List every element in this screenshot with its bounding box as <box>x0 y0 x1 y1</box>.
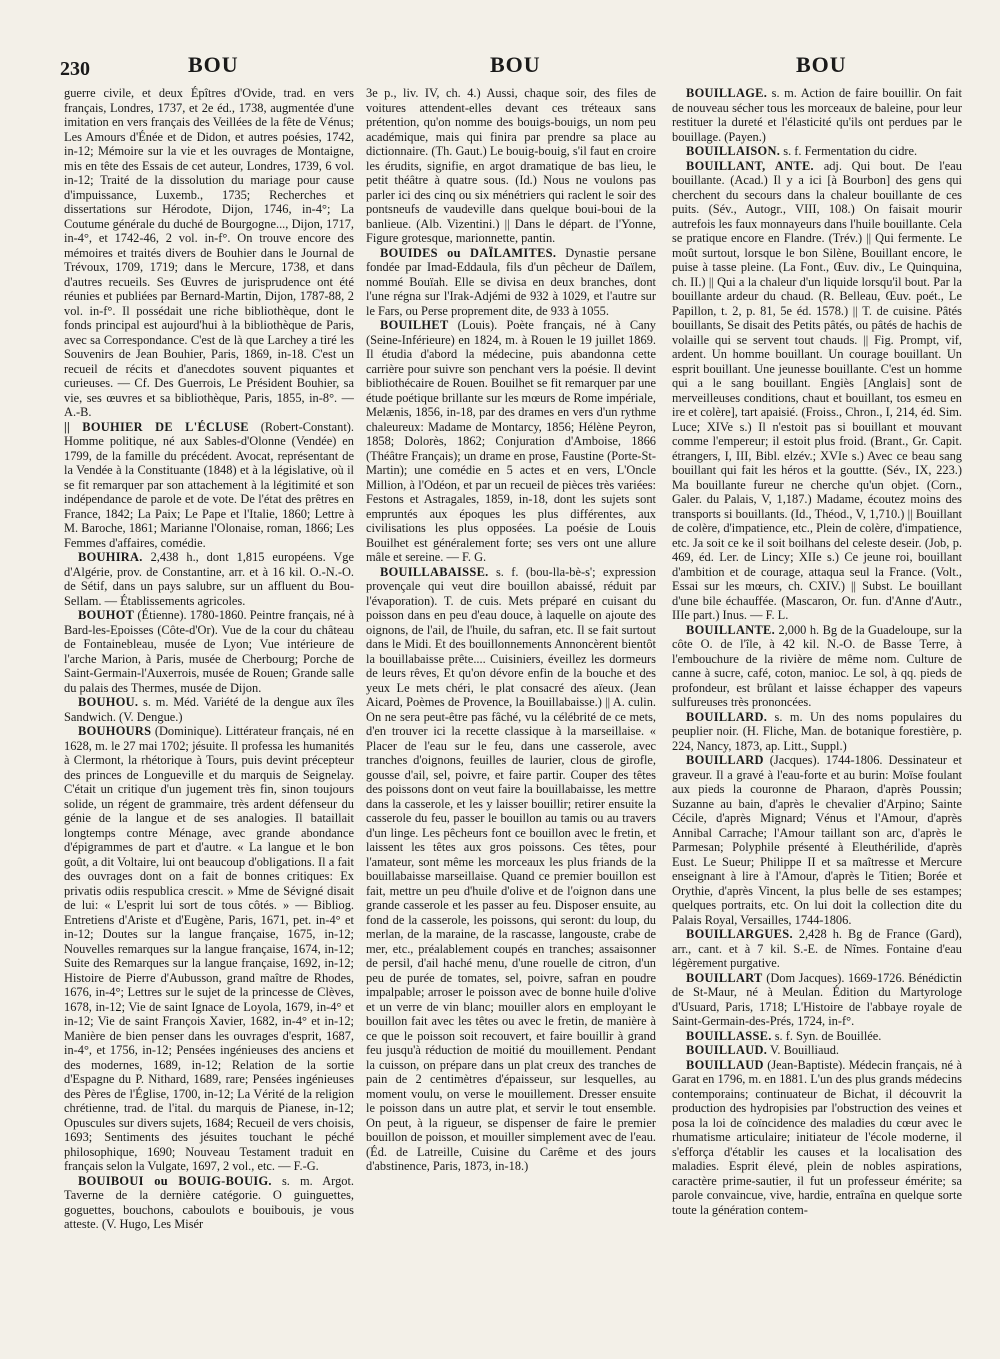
text-column-middle <box>366 86 656 1349</box>
entry-text: V. Bouilliaud. <box>767 1043 839 1057</box>
entry-headword: BOUILLASSE. <box>686 1028 772 1043</box>
dictionary-entry <box>672 1043 962 1058</box>
dictionary-entry <box>64 550 354 608</box>
entry-headword: BOUHOU. <box>78 695 139 709</box>
running-headword-left: BOU <box>188 52 239 77</box>
entry-headword: BOUILLAISON. <box>686 144 781 158</box>
page-number: 230 <box>60 58 90 80</box>
entry-headword: BOUILLARD. <box>686 709 768 724</box>
entry-text: s. m. Action de faire bouillir. On fait de nouveau sécher tous les morceaux de baleine, pour leur restituer la dureté et l'élasticité qu'ils ont perdues par le bouillage. (Payen.) <box>672 86 962 144</box>
dictionary-entry <box>64 724 354 1174</box>
entry-headword: BOUIBOUI ou BOUIG-BOUIG. <box>78 1173 272 1188</box>
running-header <box>60 48 970 84</box>
dictionary-entry <box>366 318 656 565</box>
entry-headword: BOUILHET <box>380 318 449 332</box>
dictionary-entry <box>672 144 962 159</box>
entry-headword: BOUILLAUD <box>686 1057 764 1072</box>
dictionary-entry <box>366 565 656 1174</box>
dictionary-entry <box>366 246 656 319</box>
text-column-right <box>672 86 962 1349</box>
dictionary-entry <box>672 1029 962 1044</box>
dictionary-entry <box>672 971 962 1029</box>
entry-text: (Dom Jacques). 1669-1726. Bénédictin de St-Maur, né à Meulan. Édition du Martyrologe d'Usuard, Paris, 1718; L'Histoire de l'abbaye royale de Saint-Germain-des-Prés, 1724, in-f°. <box>672 970 962 1028</box>
text-column-left <box>64 86 354 1349</box>
entry-headword: BOUILLANT, ANTE. <box>686 158 814 173</box>
entry-headword: BOUILLAGE. <box>686 86 768 100</box>
entry-headword: BOUILLART <box>686 970 763 985</box>
running-headword-center: BOU <box>490 52 541 77</box>
entry-text: s. f. (bou-lla-bè-s'; expression provençale qui veut dire bouillon abaissé, réduit par l'évaporation). T. de cuis. Mets préparé en cuisant du poisson dans en peu d'eau douce, à laquelle on ajoute des oignons, de l'ail, de l'huile, du safran, etc. Il se fait surtout dans le Midi. Et des bouillonnements Annoncèrent bientôt la bouillabaisse prête.... Cuisiniers, éveillez les dormeurs de leurs rêves, Et qu'on dévore enfin de la bouche et des yeux Le mets chéri, le plat consacré des aïeux. (Jean Aicard, Poèmes de Provence, la Bouillabaisse.) || A. culin. On ne sera peut-être pas fâché, vu la célébrité de ce mets, d'en trouver ici la recette classique à la marseillaise. « Placer de l'eau sur le feu, dans une casserole, avec tranches d'oignons, feuilles de laurier, clous de girofle, gousse d'ail, sel, poivre, et faire partir. Couper des têtes des poissons dont on veut faire la bouillabaisse, les mettre dans la casserole, et les y laisser bouillir; retirer ensuite la casserole du feu, passer le bouillon au tamis ou au travers d'un linge. Les pêcheurs font ce bouillon avec le fretin, et laissent les têtes aux gros poissons. Ces têtes, pour l'amateur, sont même les morceaux les plus friands de la bouillabaisse marseillaise. Quand ce premier bouillon est fait, mettre un peu d'huile d'olive et de l'oignon dans une grande casserole et les passer au feu. Disposer ensuite, au fond de la casserole, les poissons, qui seront: du loup, du merlan, de la maraine, de la rascasse, langouste, crabe de mer, etc., préalablement coupés en tranches; assaisonner de persil, d'ail haché menu, d'une rouelle de citron, d'un peu de purée de tomates, sel, poivre, safran en poudre impalpable; arroser le poisson avec de bonne huile d'olive et un verre de vin blanc; mouiller alors en employant le bouillon fait avec les têtes ou avec le fretin, de manière à ce que le poisson soit recouvert, et faire bouillir à grand feu jusqu'à réduction de moitié du mouillement. Pendant la cuisson, on prépare dans un plat creux des tranches de pain de 2 centimètres d'épaisseur, sur lesquelles, au moment voulu, on verse le mouillement. Dresser ensuite le poisson dans un autre plat, et servir le tout ensemble. On peut, à la rigueur, se dispenser de faire le premier bouillon de poisson, et mouiller simplement avec de l'eau. (Éd. de Latreille, Cuisine du Carême et des jours d'abstinence, Paris, 1873, in-18.) <box>366 564 656 1173</box>
entry-text: s. f. Syn. de Bouillée. <box>771 1028 882 1043</box>
dictionary-entry <box>672 159 962 623</box>
entry-text: s. m. Un des noms populaires du peuplier noir. (H. Fliche, Man. de botanique forestière, p. 224, Nancy, 1873, ap. Litt., Suppl.) <box>672 709 962 753</box>
dictionary-entry <box>672 753 962 927</box>
entry-text: (Jacques). 1744-1806. Dessinateur et graveur. Il a gravé à l'eau-forte et au burin: Moïse foulant aux pieds la couronne de Pharaon, d'après Poussin; Suzanne au bain, d'après le chevalier d'Arpino; Sainte Cécile, d'après Mignard; Vénus et l'Amour, d'après Annibal Carrache; l'Amour taillant son arc, d'après le Parmesan; Polyphile présenté à Eleuthérilide, d'après Eust. Le Sueur; Philippe II et sa maîtresse et Mercure enseignant à lire à l'Amour, d'après le Titien; Borée et Orythie, d'après Vincent, la plus belle de ses estampes; quelques portraits, etc. On lui doit la collection dite du Palais Royal, Versailles, 1744-1806. <box>672 753 962 927</box>
dictionary-entry <box>672 927 962 971</box>
dictionary-entry <box>64 1174 354 1232</box>
entry-headword: BOUHOT <box>78 608 135 622</box>
entry-text: adj. Qui bout. De l'eau bouillante. (Acad.) Il y a ici [à Bourbon] des gens qui cherchent du secours dans la chaleur bouillante de ces puits. (Sév., Autogr., VIII, 108.) On faisait mourir autrefois les faux monnayeurs dans l'huile bouillante. Cela se pratique encore en Flandre. (Trév.) || Qui fermente. Le moût surtout, lorsque le bon Silène, Bouillant encore, le puise à tasse pleine. (La Font., Œuv. div., Le Quinquina, ch. II.) || Qui a la chaleur d'un liquide lorsqu'il bout. Par la bouillante ardeur du chaud. (R. Belleau, Œuv. poét., Le Papillon, t. 2, p. 81, 5e éd. 1578.) || T. de cuisine. Pâtés bouillants, Se disait des Petits pâtés, ou pâtés de hachis de volaille qui se servent tout chauds. || Fig. Prompt, vif, ardent. Un homme bouillant. Un courage bouillant. Un esprit bouillant. Une jeunesse bouillante. C'est un homme qui a le sang bouillant. Engiès [Anglais] sont de merveilleuses conditions, chaut et bouillant, tos esmeu en ire et colère], tart apaisié. (Froiss., Chron., I, 214, éd. Sim. Luce; XIVe s.) Il n'estoit pas si bouillant et mouvant comme l'empereur; il estoit plus froid. (Brant., Gr. Capit. étrangers, I, III, Bibl. elzév.; XVIe s.) Avec ce beau sang bouillant qui fait les héros et la gouttte. (Sév., IX, 223.) Ma bouillante fureur ne cherche qu'un objet. (Corn., Galer. du Palais, V, 1,187.) Madame, écoutez moins des transports si bouillants. (Id., Théod., V, 1,710.) || Bouillant de colère, d'impatience, etc., Plein de colère, d'impatience, etc. Ja soit ce ke il soit boilhans del celeste deseir. (Job, p. 469, éd. Ler. de Lincy; XIIe s.) Ce jeune roi, bouillant d'ambition et de courage, attaqua seul la France. (Volt., Essai sur les mœurs, ch. CXIV.) || Subst. Le bouillant d'une bile échauffée. (Mascaron, Or. fun. d'Anne d'Autr., IIIe part.) Inus. — F. L. <box>672 158 962 622</box>
dictionary-entry <box>672 86 962 144</box>
entry-text: 3e p., liv. IV, ch. 4.) Aussi, chaque soir, des files de voitures attendent-elles devant ces tréteaux sans prétention, qu'on nomme des bouigs-bouigs, un nom peu académique, mais qui finira par prendre sa place au dictionnaire. (Th. Gaut.) Le bouig-bouig, s'il faut en croire les érudits, signifie, en argot dramatique de bas lieu, le petit théâtre à quatre sous. (Id.) Nous ne voulons pas parler ici des cinq ou six ménétriers qui raclent le soir des pontsneufs de vaudeville dans quelque boui-boui de la banlieue. (Alb. Vizentini.) || Dans le départ. de l'Yonne, Figure grotesque, marionnette, pantin. <box>366 86 656 245</box>
entry-text: (Étienne). 1780-1860. Peintre français, né à Bard-les-Epoisses (Côte-d'Or). Vue de la cour du château de Fontainebleau, musée de Lyon; Vue intérieure de l'arche Marion, à Paris, musée de Cherbourg; Porche de Saint-Germain-l'Auxerrois, musée de Rouen; Grande salle du palais des Thermes, musée de Dijon. <box>64 608 354 695</box>
entry-text: s. m. Argot. Taverne de la dernière catégorie. O guinguettes, goguettes, bouchons, caboulots e bouibouis, je vous atteste. (V. Hugo, Les Misér <box>64 1173 354 1231</box>
dictionary-entry <box>64 695 354 724</box>
entry-headword: BOUILLANTE. <box>686 622 776 637</box>
dictionary-entry <box>64 420 354 551</box>
entry-text: s. f. Fermentation du cidre. <box>780 144 918 158</box>
dictionary-entry <box>64 608 354 695</box>
dictionary-entry <box>672 710 962 754</box>
dictionary-entry <box>64 86 354 420</box>
entry-headword: || BOUHIER DE L'ÉCLUSE <box>64 419 249 434</box>
entry-text: 2,428 h. Bg de France (Gard), arr., cant. et à 7 kil. S.-E. de Nîmes. Fontaine d'eau légèrement purgative. <box>672 927 962 970</box>
entry-text: guerre civile, et deux Épîtres d'Ovide, trad. en vers français, Londres, 1737, et 2e éd., 1738, augmentée d'une imitation en vers français des Veillées de la fête de Vénus; Les Amours d'Énée et de Didon, et autres poésies, 1742, in-12; Mémoire sur la vie et les ouvrages de Montaigne, mis en tête des Essais de cet auteur, Londres, 1739, 6 vol. in-12; Traité de la dissolution du mariage pour cause d'impuissance, Luxemb., 1735; Recherches et dissertations sur Hérodote, Dijon, 1746, in-4°; La Coutume générale du duché de Bourgogne..., Dijon, 1717, in-4°, et 1742-46, 2 vol. in-f°. On trouve encore des mémoires et traités divers de Bouhier dans le Journal de Trévoux, 1709, 1719; dans le Mercure, 1738, et dans d'autres recueils. Ses Œuvres de jurisprudence ont été réunies et publiées par Bernard-Martin, Dijon, 1787-88, 2 vol. in-f°. Il possédait une riche bibliothèque, dont le fonds principal est aujourd'hui à la bibliothèque de Paris, avec sa Correspondance. C'est de là que Larchey a tiré les Souvenirs de Jean Bouhier, Paris, 1869, in-18. C'est un recueil de récits et d'anecdotes souvent piquantes et curieuses. — Cf. Des Guerrois, Le Président Bouhier, sa vie, ses œuvres et sa bibliothèque, Paris, 1855, in-8°. — A.-B. <box>64 86 354 419</box>
entry-headword: BOUHOURS <box>78 724 152 738</box>
entry-headword: BOUHIRA. <box>78 550 143 564</box>
entry-text: (Louis). Poète français, né à Cany (Seine-Inférieure) en 1824, m. à Rouen le 19 juillet 1869. Il étudia d'abord la médecine, puis abandonna cette carrière pour suivre son penchant vers la poésie. Il devint bibliothécaire de Rouen. Bouilhet se fit remarquer par une étude poétique brillante sur les mœurs de Rome impériale, Melænis, 1856, in-18, par des drames en vers d'un rythme chaleureux: Madame de Montarcy, 1856; Hélène Peyron, 1858; Dolorès, 1862; Conjuration d'Amboise, 1866 (Théâtre Français); un drame en prose, Faustine (Porte-St-Martin); une comédie en 5 actes et en vers, L'Oncle Million, à l'Odéon, et par un recueil de pièces très variées: Festons et Astragales, 1859, in-18, dont les sujets sont empruntés aux époques les plus différentes, aux civilisations les plus opposées. La poésie de Louis Bouilhet est généralement forte; ses vers ont une allure mâle et sereine. — F. G. <box>366 318 656 564</box>
running-headword-right: BOU <box>796 52 847 77</box>
entry-text: Dynastie persane fondée par Imad-Eddaula, fils d'un pêcheur de Daïlem, nommé Bouïah. Elle se divisa en deux branches, dont l'une régna sur l'Irak-Adjémi de 932 à 1029, et l'autre sur le Fars, ou Perse proprement dite, de 933 à 1055. <box>366 245 656 318</box>
entry-headword: BOUILLARGUES. <box>686 927 793 941</box>
entry-headword: BOUILLARD <box>686 753 764 767</box>
entry-text: 2,000 h. Bg de la Guadeloupe, sur la côte O. de l'île, à 42 kil. N.-O. de Basse Terre, à l'embouchure de la rivière de même nom. Culture de canne à sucre, café, coton, manioc. Le sol, à qq. pieds de profondeur, est brûlant et laisse échapper des vapeurs sulfureuses très prononcées. <box>672 622 962 709</box>
dictionary-entry <box>672 1058 962 1218</box>
dictionary-entry <box>672 623 962 710</box>
entry-text: (Jean-Baptiste). Médecin français, né à Garat en 1796, m. en 1881. L'un des plus grands médecins contemporains; continuateur de Bichat, il découvrit la production des hydropisies par l'obstruction des veines et posa la loi de coïncidence des maladies du cœur avec le rhumatisme articulaire; initiateur de l'école moderne, il s'efforça d'établir les causes et la localisation des maladies. Esprit élevé, plein de nobles aspirations, caractère prime-sautier, il fut un professeur émérite; sa parole convaincue, vive, hardie, entraîna en quelque sorte toute la génération contem- <box>672 1057 962 1217</box>
entry-headword: BOUILLABAISSE. <box>380 564 489 579</box>
entry-headword: BOUILLAUD. <box>686 1043 768 1057</box>
entry-text: 2,438 h., dont 1,815 européens. Vge d'Algérie, prov. de Constantine, arr. et à 16 kil. O.-N.-O. de Sétif, dans un pays salubre, sur un affluent du Bou-Sellam. — Établissements agricoles. <box>64 550 354 608</box>
entry-text: s. m. Méd. Variété de la dengue aux îles Sandwich. (V. Dengue.) <box>64 695 354 724</box>
dictionary-entry <box>366 86 656 246</box>
entry-text: (Robert-Constant). Homme politique, né aux Sables-d'Olonne (Vendée) en 1799, de la famille du précédent. Avocat, représentant de la Vendée à la Constituante (1848) et à la législative, où il se fit remarquer par son attachement à la légitimité et son indépendance de parole et de vote. De l'état des prêtres en France, 1842; La Paix; Le Pape et l'Italie, 1860; Lettre à M. Baroche, 1861; Marianne l'Olonaise, roman, 1866; Les Femmes d'affaires, comédie. <box>64 419 354 550</box>
entry-headword: BOUIDES ou DAÏLAMITES. <box>380 245 557 260</box>
entry-text: (Dominique). Littérateur français, né en 1628, m. le 27 mai 1702; jésuite. Il professa les humanités à Clermont, la rhétorique à Tours, puis devint précepteur des princes de Longueville et du marquis de Seignelay. C'était un critique d'un jugement très fin, sinon toujours solide, un régent de grammaire, très ardent défenseur du génie de la langue et de ses analogies. Il bataillait longtemps contre Ménage, avec grande abondance d'épigrammes de part et d'autre. « La langue et le bon goût, a dit Voltaire, lui ont beaucoup d'obligations. Il a fait des ouvrages dont on a fait de bonnes critiques: Ex privatis odiis respublica crescit. » Mme de Sévigné disait de lui: « L'esprit lui sort de tous côtés. » — Bibliog. Entretiens d'Ariste et d'Eugène, Paris, 1671, pet. in-4° et in-12; Doutes sur la langue française, 1675, in-12; Nouvelles remarques sur la langue française, 1674, in-12; Suite des Remarques sur la langue française, 1692, in-12; Histoire de Pierre d'Aubusson, grand maître de Rhodes, 1676, in-4°; Lettres sur le sujet de la princesse de Clèves, 1678, in-12; Vie de saint Ignace de Loyola, 1679, in-4° et in-12; Vie de saint François Xavier, 1682, in-4° et in-12; Manière de bien penser dans les ouvrages d'esprit, 1687, in-4°, et 1756, in-12; Pensées ingénieuses des anciens et des modernes, 1689, in-12; Relation de la sortie d'Espagne du P. Nithard, 1689, rare; Pensées ingénieuses des Pères de l'Église, 1700, in-12; La Vérité de la religion chrétienne, trad. de l'ital. du marquis de Pianese, in-12; Opuscules sur divers sujets, 1684; Recueil de vers choisis, 1693; Sentiments des jésuites touchant le péché philosophique, 1690; Nouveau Testament traduit en français selon la Vulgate, 1697, 2 vol., etc. — F.-G. <box>64 724 354 1173</box>
